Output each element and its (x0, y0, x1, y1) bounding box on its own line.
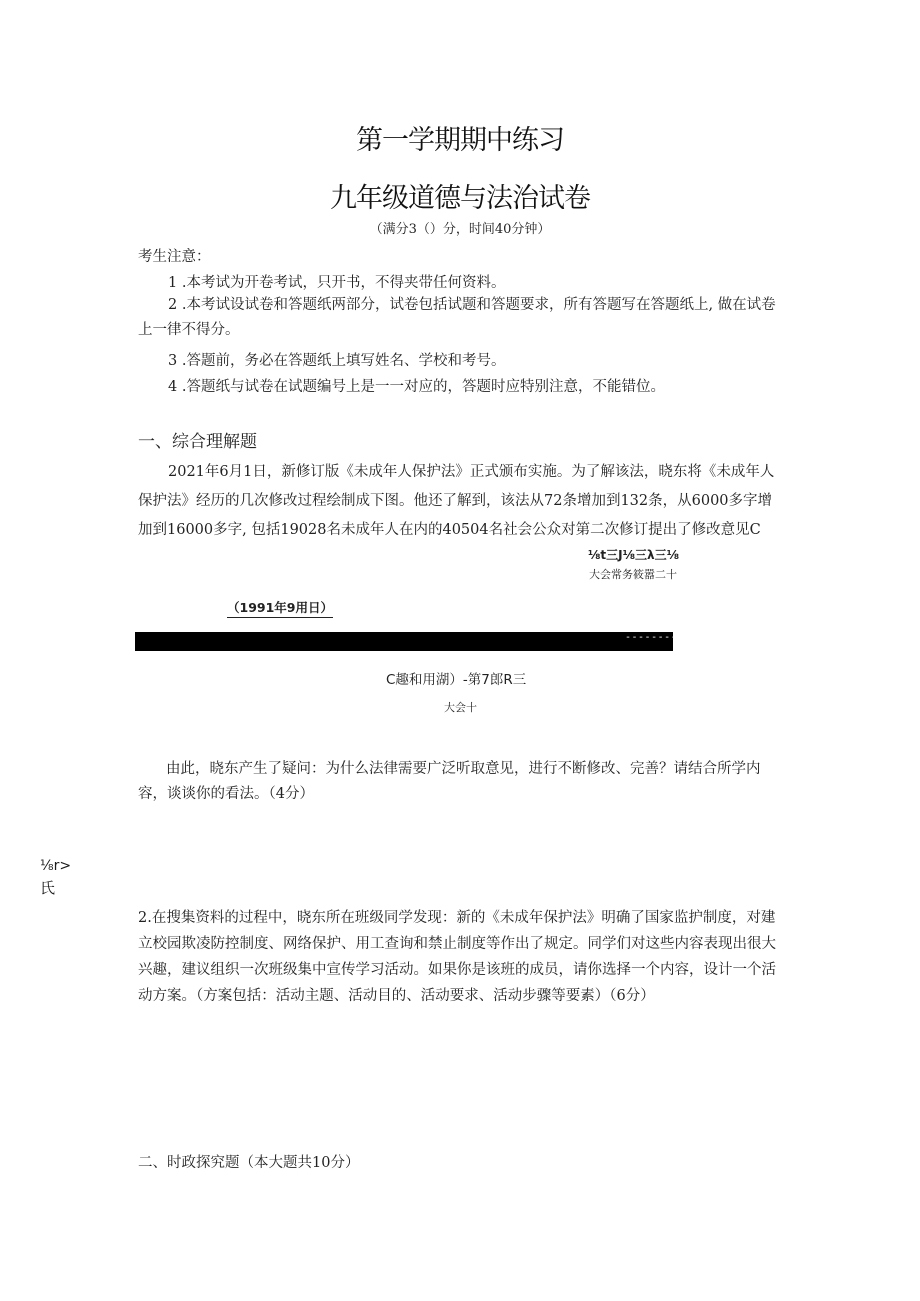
question-2: 2.在搜集资料的过程中，晓东所在班级同学发现：新的《未成年保护法》明确了国家监护制度，对建立校园欺凌防控制度、网络保护、用工查询和禁止制度等作出了规定。同学们对这些内容表现出很大兴趣，建议组织一次班级集中宣传学习活动。如果你是该班的成员，请你选择一个内容，设计一个活动方案。（方案包括：活动主题、活动目的、活动要求、活动步骤等要素）（6分） (138, 910, 776, 1004)
exam-score-time-note: （满分3（）分，时间40分钟） (369, 222, 551, 237)
exam-subtitle: 九年级道德与法治试卷 (330, 183, 590, 214)
figure-date-label: （1991年9用日） (227, 598, 333, 618)
figure-bottom-label-2: 大会十 (444, 701, 477, 714)
section-2-heading: 二、时政探究题（本大题共10分） (138, 1155, 360, 1171)
notice-item-2: 2 .本考试设试卷和答题纸两部分，试卷包括试题和答题要求，所有答题写在答题纸上, 做在试卷上一律不得分。 (138, 297, 776, 338)
margin-mark-2: 氏 (40, 879, 56, 897)
notice-heading: 考生注意： (138, 249, 211, 265)
question-1: 由此，晓东产生了疑问：为什么法律需要广泛听取意见，进行不断修改、完善？请结合所学内容，谈谈你的看法。（4分） (138, 761, 761, 802)
notice-item-3: 3 .答题前，务必在答题纸上填写姓名、学校和考号。 (168, 353, 506, 369)
figure-bottom-label-1: C趣和用湖）-第7郎R三 (386, 672, 527, 688)
figure-top-right-label-2: 大会常务筱嚣二十 (589, 568, 677, 581)
exam-title: 第一学期期中练习 (356, 125, 564, 156)
notice-item-4: 4 .答题纸与试卷在试题编号上是一一对应的，答题时应特别注意，不能错位。 (168, 379, 665, 395)
margin-mark-1: ⅛r> (40, 858, 72, 874)
timeline-bar-dashes: ---------- (625, 632, 691, 643)
notice-item-1: 1 .本考试为开卷考试，只开书，不得夹带任何资料。 (168, 275, 506, 291)
section-1-heading: 一、综合理解题 (138, 432, 257, 452)
section-1-intro: 2021年6月1日，新修订版《未成年人保护法》正式颁布实施。为了解该法，晓东将《未成年人保护法》经历的几次修改过程绘制成下图。他还了解到，该法从72条增加到132条，从6000多字增加到16000多字, 包括19028名未成年人在内的40504名社会公众对第二次修订提出了修改意见C (138, 464, 775, 538)
timeline-bar (135, 632, 673, 651)
figure-top-right-label-1: ⅛t三J⅛三λ三⅛ (588, 548, 680, 562)
